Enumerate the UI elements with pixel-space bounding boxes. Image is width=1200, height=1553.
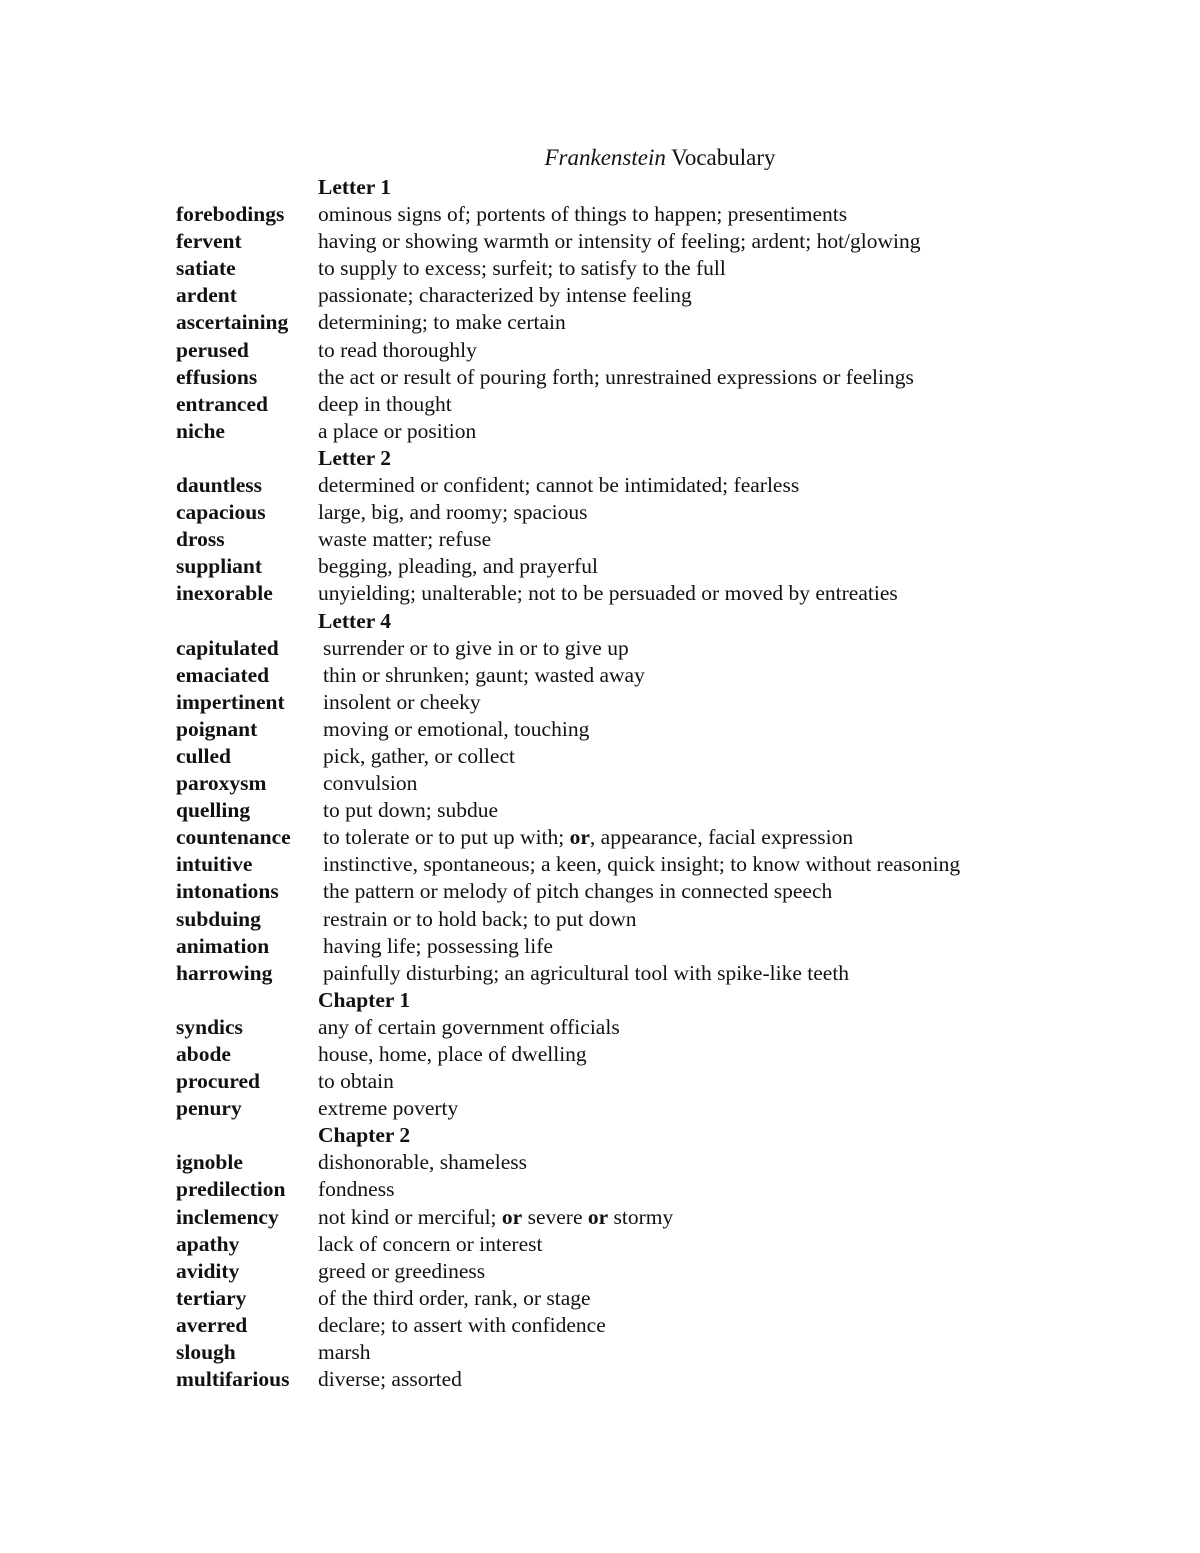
definition-part: severe	[522, 1204, 588, 1229]
section-heading-row	[176, 445, 1176, 472]
vocab-definition: fondness	[318, 1177, 395, 1202]
vocab-word: paroxysm	[176, 771, 267, 796]
vocab-word: averred	[176, 1312, 248, 1337]
vocab-definition: any of certain government officials	[318, 1014, 620, 1039]
page-title	[0, 143, 1200, 173]
vocab-entry	[176, 716, 1176, 743]
vocab-definition: restrain or to hold back; to put down	[323, 906, 637, 931]
vocab-definition: determined or confident; cannot be intimidated; fearless	[318, 473, 800, 498]
vocab-word: niche	[176, 418, 225, 443]
vocab-entry	[176, 580, 1176, 607]
vocab-entry	[176, 201, 1176, 228]
vocab-definition: surrender or to give in or to give up	[323, 635, 629, 660]
vocab-entry	[176, 1068, 1176, 1095]
vocab-definition: a place or position	[318, 418, 477, 443]
vocab-definition: declare; to assert with confidence	[318, 1312, 606, 1337]
vocab-word: inexorable	[176, 581, 273, 606]
vocab-word: fervent	[176, 229, 242, 254]
vocab-entry	[176, 391, 1176, 418]
vocabulary-list	[176, 174, 1176, 1393]
vocab-definition: having life; possessing life	[323, 933, 553, 958]
vocab-entry	[176, 337, 1176, 364]
vocab-word: penury	[176, 1096, 242, 1121]
vocab-word: multifarious	[176, 1367, 290, 1392]
definition-emphasis: or	[587, 1204, 609, 1229]
vocab-word: ignoble	[176, 1150, 243, 1175]
definition-emphasis: or	[569, 825, 590, 850]
vocab-word: poignant	[176, 716, 258, 741]
definition-part: to tolerate or to put up with;	[323, 825, 570, 850]
vocab-definition: to put down; subdue	[323, 798, 498, 823]
vocab-word: harrowing	[176, 960, 273, 985]
vocab-definition: to read thoroughly	[318, 337, 477, 362]
section-heading-row	[176, 987, 1176, 1014]
vocab-definition: lack of concern or interest	[318, 1231, 543, 1256]
vocab-definition: the pattern or melody of pitch changes in connected speech	[323, 879, 833, 904]
vocab-entry	[176, 770, 1176, 797]
vocab-word: subduing	[176, 906, 261, 931]
vocab-entry	[176, 553, 1176, 580]
definition-part: stormy	[608, 1204, 674, 1229]
section-heading: Letter 4	[318, 608, 392, 633]
vocab-entry	[176, 1312, 1176, 1339]
vocab-word: intonations	[176, 879, 279, 904]
vocab-definition: determining; to make certain	[318, 310, 566, 335]
vocab-word: apathy	[176, 1231, 240, 1256]
vocab-word: dross	[176, 527, 225, 552]
vocab-word: tertiary	[176, 1285, 247, 1310]
vocab-word: ardent	[176, 283, 237, 308]
vocab-entry	[176, 851, 1176, 878]
vocab-entry	[176, 662, 1176, 689]
vocab-word: capacious	[176, 500, 266, 525]
vocab-word: suppliant	[176, 554, 263, 579]
vocab-entry	[176, 418, 1176, 445]
vocab-definition: unyielding; unalterable; not to be persuaded or moved by entreaties	[318, 581, 898, 606]
vocab-definition: begging, pleading, and prayerful	[318, 554, 599, 579]
vocab-word: effusions	[176, 364, 258, 389]
vocab-entry	[176, 1041, 1176, 1068]
vocab-definition: ominous signs of; portents of things to happen; presentiments	[318, 202, 848, 227]
vocab-entry	[176, 228, 1176, 255]
vocab-word: impertinent	[176, 689, 285, 714]
vocab-definition: passionate; characterized by intense feeling	[318, 283, 692, 308]
vocab-word: syndics	[176, 1014, 243, 1039]
vocab-word: quelling	[176, 798, 251, 823]
vocab-word: capitulated	[176, 635, 279, 660]
vocab-entry	[176, 1149, 1176, 1176]
vocab-entry	[176, 282, 1176, 309]
vocab-definition: the act or result of pouring forth; unrestrained expressions or feelings	[318, 364, 914, 389]
vocab-word: emaciated	[176, 662, 270, 687]
vocab-definition: extreme poverty	[318, 1096, 459, 1121]
vocab-entry	[176, 1366, 1176, 1393]
vocab-entry	[176, 960, 1176, 987]
vocab-definition	[323, 824, 853, 851]
vocab-definition: marsh	[318, 1340, 371, 1365]
section-heading-row	[176, 174, 1176, 201]
vocab-entry	[176, 1285, 1176, 1312]
vocab-definition: of the third order, rank, or stage	[318, 1285, 591, 1310]
vocab-entry	[176, 364, 1176, 391]
vocab-word: avidity	[176, 1258, 240, 1283]
vocab-word: entranced	[176, 391, 268, 416]
section-heading: Letter 1	[318, 175, 392, 199]
vocab-word: intuitive	[176, 852, 253, 877]
vocab-word: countenance	[176, 825, 291, 850]
vocab-word: satiate	[176, 256, 236, 281]
section-heading: Chapter 2	[318, 1123, 411, 1148]
vocab-definition: thin or shrunken; gaunt; wasted away	[323, 662, 645, 687]
vocab-entry	[176, 499, 1176, 526]
vocab-definition	[318, 1204, 673, 1231]
vocab-definition: diverse; assorted	[318, 1367, 462, 1392]
vocab-entry	[176, 906, 1176, 933]
vocab-definition: large, big, and roomy; spacious	[318, 500, 588, 525]
vocab-entry	[176, 1258, 1176, 1285]
vocab-entry	[176, 1014, 1176, 1041]
vocab-entry	[176, 1339, 1176, 1366]
title-italic: Frankenstein	[544, 145, 666, 170]
vocab-definition: convulsion	[323, 771, 418, 796]
vocab-definition: to obtain	[318, 1069, 394, 1094]
vocab-entry	[176, 1204, 1176, 1231]
vocab-word: procured	[176, 1069, 261, 1094]
vocab-definition: painfully disturbing; an agricultural tool with spike-like teeth	[323, 960, 850, 985]
section-heading-row	[176, 1122, 1176, 1149]
vocab-entry	[176, 309, 1176, 336]
vocab-word: predilection	[176, 1177, 286, 1202]
vocab-entry	[176, 472, 1176, 499]
section-heading: Chapter 1	[318, 987, 411, 1012]
vocab-entry	[176, 824, 1176, 851]
vocab-word: animation	[176, 933, 270, 958]
vocab-entry	[176, 933, 1176, 960]
vocab-word: dauntless	[176, 473, 263, 498]
section-heading: Letter 2	[318, 445, 392, 470]
vocab-word: perused	[176, 337, 249, 362]
vocab-definition: instinctive, spontaneous; a keen, quick insight; to know without reasoning	[323, 852, 961, 877]
vocab-definition: greed or greediness	[318, 1258, 486, 1283]
vocab-definition: having or showing warmth or intensity of feeling; ardent; hot/glowing	[318, 229, 921, 254]
section-heading-row	[176, 608, 1176, 635]
vocab-entry	[176, 1176, 1176, 1203]
vocab-definition: moving or emotional, touching	[323, 716, 590, 741]
vocab-word: inclemency	[176, 1204, 279, 1229]
vocab-entry	[176, 635, 1176, 662]
vocab-definition: insolent or cheeky	[323, 689, 481, 714]
definition-part: not kind or merciful;	[318, 1204, 502, 1229]
definition-part: , appearance, facial expression	[589, 825, 854, 850]
vocab-entry	[176, 255, 1176, 282]
vocab-word: forebodings	[176, 202, 285, 227]
vocab-word: culled	[176, 743, 231, 768]
vocab-word: ascertaining	[176, 310, 289, 335]
vocab-word: slough	[176, 1340, 236, 1365]
vocab-entry	[176, 743, 1176, 770]
vocab-entry	[176, 689, 1176, 716]
vocab-entry	[176, 797, 1176, 824]
vocab-entry	[176, 1231, 1176, 1258]
vocab-definition: house, home, place of dwelling	[318, 1042, 587, 1066]
vocab-entry	[176, 526, 1176, 553]
title-rest: Vocabulary	[665, 145, 776, 170]
vocab-word: abode	[176, 1042, 231, 1066]
vocab-definition: pick, gather, or collect	[323, 743, 515, 768]
vocab-entry	[176, 878, 1176, 905]
definition-emphasis: or	[501, 1204, 523, 1229]
vocab-entry	[176, 1095, 1176, 1122]
vocab-definition: waste matter; refuse	[318, 527, 492, 552]
vocab-definition: dishonorable, shameless	[318, 1150, 527, 1175]
vocab-definition: to supply to excess; surfeit; to satisfy to the full	[318, 256, 726, 281]
vocab-definition: deep in thought	[318, 391, 452, 416]
